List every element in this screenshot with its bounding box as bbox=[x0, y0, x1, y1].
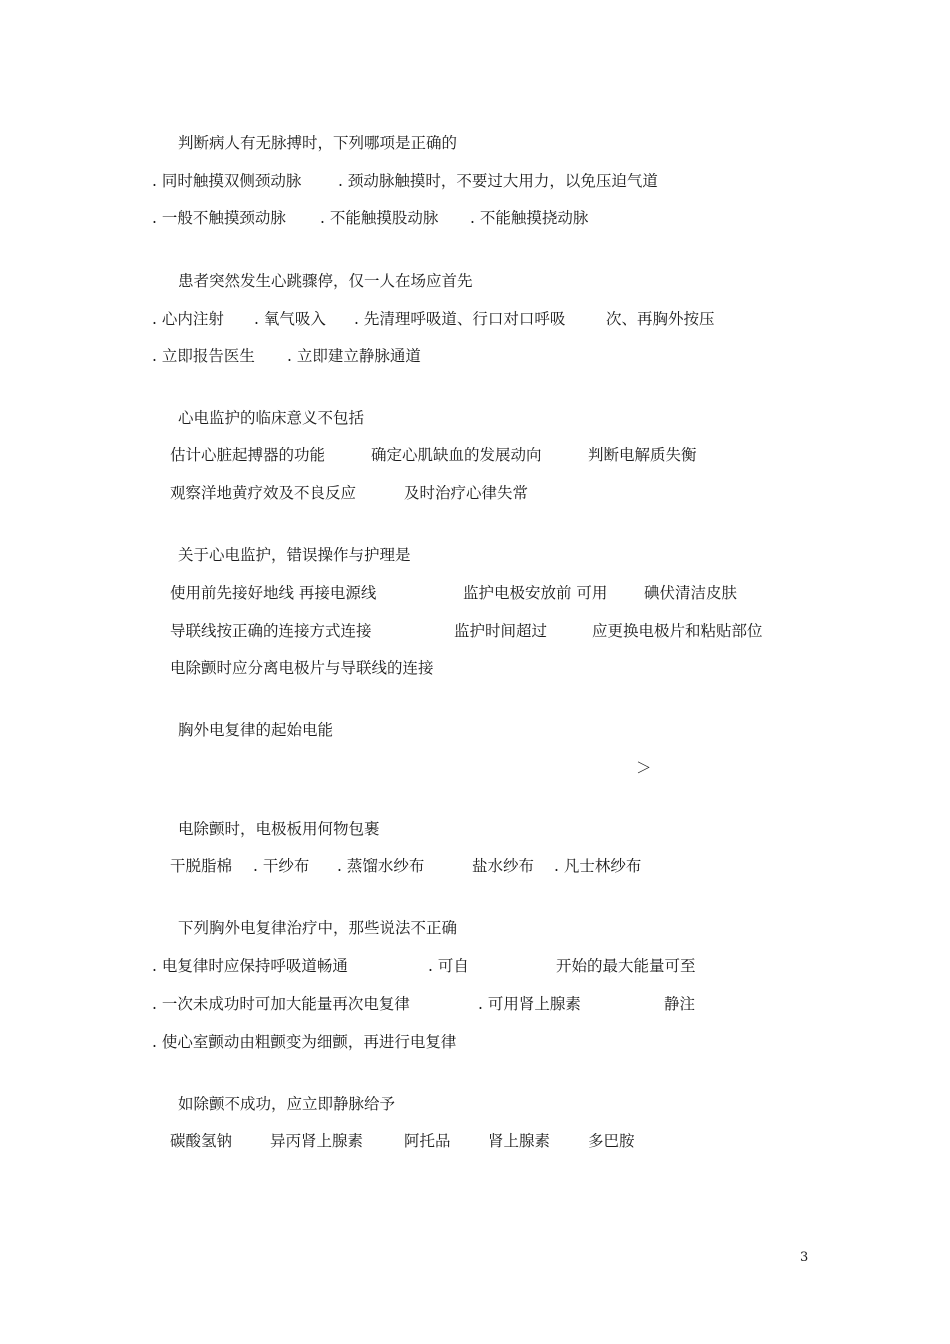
option: . 先清理呼吸道、行口对口呼吸 bbox=[354, 310, 566, 328]
question-3-options-row-1 bbox=[170, 443, 870, 467]
page-number: 3 bbox=[800, 1250, 809, 1265]
option: . 一般不触摸颈动脉 bbox=[152, 209, 286, 227]
question-6-stem: 电除颤时，电极板用何物包裹 bbox=[178, 820, 380, 838]
option: 应更换电极片和粘贴部位 bbox=[592, 622, 763, 640]
option: 多巴胺 bbox=[588, 1132, 635, 1150]
option: . 氧气吸入 bbox=[254, 310, 326, 328]
option: 判断电解质失衡 bbox=[588, 446, 697, 464]
option: . 不能触摸股动脉 bbox=[320, 209, 439, 227]
option: . 干纱布 bbox=[253, 857, 310, 875]
option: 异丙肾上腺素 bbox=[270, 1132, 364, 1150]
question-7-stem: 下列胸外电复律治疗中，那些说法不正确 bbox=[178, 919, 458, 937]
question-4-options-row-3 bbox=[170, 656, 870, 680]
option: . 蒸馏水纱布 bbox=[337, 857, 425, 875]
option: . 可自 bbox=[428, 957, 469, 975]
option: 监护电极安放前 可用 bbox=[463, 584, 608, 602]
option: 确定心肌缺血的发展动向 bbox=[371, 446, 542, 464]
option: 使用前先接好地线 再接电源线 bbox=[170, 584, 377, 602]
option: 开始的最大能量可至 bbox=[556, 957, 696, 975]
question-7-options-row-1 bbox=[152, 954, 872, 978]
option: 监护时间超过 bbox=[454, 622, 548, 640]
question-1-options-row-1 bbox=[152, 169, 852, 193]
option: 观察洋地黄疗效及不良反应 bbox=[170, 484, 357, 502]
option: 碘伏清洁皮肤 bbox=[644, 584, 738, 602]
question-8-options-row-1 bbox=[170, 1129, 870, 1153]
question-1-options-row-2 bbox=[152, 206, 852, 230]
option: 及时治疗心律失常 bbox=[404, 484, 529, 502]
question-3-options-row-2 bbox=[170, 481, 870, 505]
option: 导联线按正确的连接方式连接 bbox=[170, 622, 372, 640]
option: . 心内注射 bbox=[152, 310, 224, 328]
question-5-stem: 胸外电复律的起始电能 bbox=[178, 721, 334, 739]
question-2-stem: 患者突然发生心跳骤停，仅一人在场应首先 bbox=[178, 272, 473, 290]
option: . 不能触摸挠动脉 bbox=[470, 209, 589, 227]
question-7-options-row-3 bbox=[152, 1030, 872, 1054]
option: . 同时触摸双侧颈动脉 bbox=[152, 172, 302, 190]
option: . 凡士林纱布 bbox=[554, 857, 642, 875]
option: . 使心室颤动由粗颤变为细颤，再进行电复律 bbox=[152, 1033, 457, 1051]
option: . 电复律时应保持呼吸道畅通 bbox=[152, 957, 348, 975]
option: . 立即报告医生 bbox=[152, 347, 255, 365]
question-8-stem: 如除颤不成功，应立即静脉给予 bbox=[178, 1095, 396, 1113]
option: . 一次未成功时可加大能量再次电复律 bbox=[152, 995, 410, 1013]
question-5-options-row-1 bbox=[636, 756, 676, 780]
option: . 颈动脉触摸时，不要过大用力，以免压迫气道 bbox=[338, 172, 658, 190]
question-1-stem: 判断病人有无脉搏时，下列哪项是正确的 bbox=[178, 134, 458, 152]
question-7-options-row-2 bbox=[152, 992, 872, 1016]
question-2-options-row-1 bbox=[152, 307, 852, 331]
option: 静注 bbox=[664, 995, 696, 1013]
option: 盐水纱布 bbox=[472, 857, 535, 875]
option: 估计心脏起搏器的功能 bbox=[170, 446, 326, 464]
option: 肾上腺素 bbox=[488, 1132, 551, 1150]
option: ＞ bbox=[636, 759, 652, 777]
question-4-options-row-2 bbox=[170, 619, 870, 643]
option: . 立即建立静脉通道 bbox=[287, 347, 421, 365]
question-2-options-row-2 bbox=[152, 344, 852, 368]
question-4-options-row-1 bbox=[170, 581, 870, 605]
option: 电除颤时应分离电极片与导联线的连接 bbox=[170, 659, 434, 677]
question-3-stem: 心电监护的临床意义不包括 bbox=[178, 409, 365, 427]
question-4-stem: 关于心电监护，错误操作与护理是 bbox=[178, 546, 411, 564]
option: 阿托品 bbox=[404, 1132, 451, 1150]
option: . 可用肾上腺素 bbox=[478, 995, 581, 1013]
option: 次、再胸外按压 bbox=[606, 310, 715, 328]
option: 干脱脂棉 bbox=[170, 857, 233, 875]
option: 碳酸氢钠 bbox=[170, 1132, 233, 1150]
question-6-options-row-1 bbox=[170, 854, 870, 878]
